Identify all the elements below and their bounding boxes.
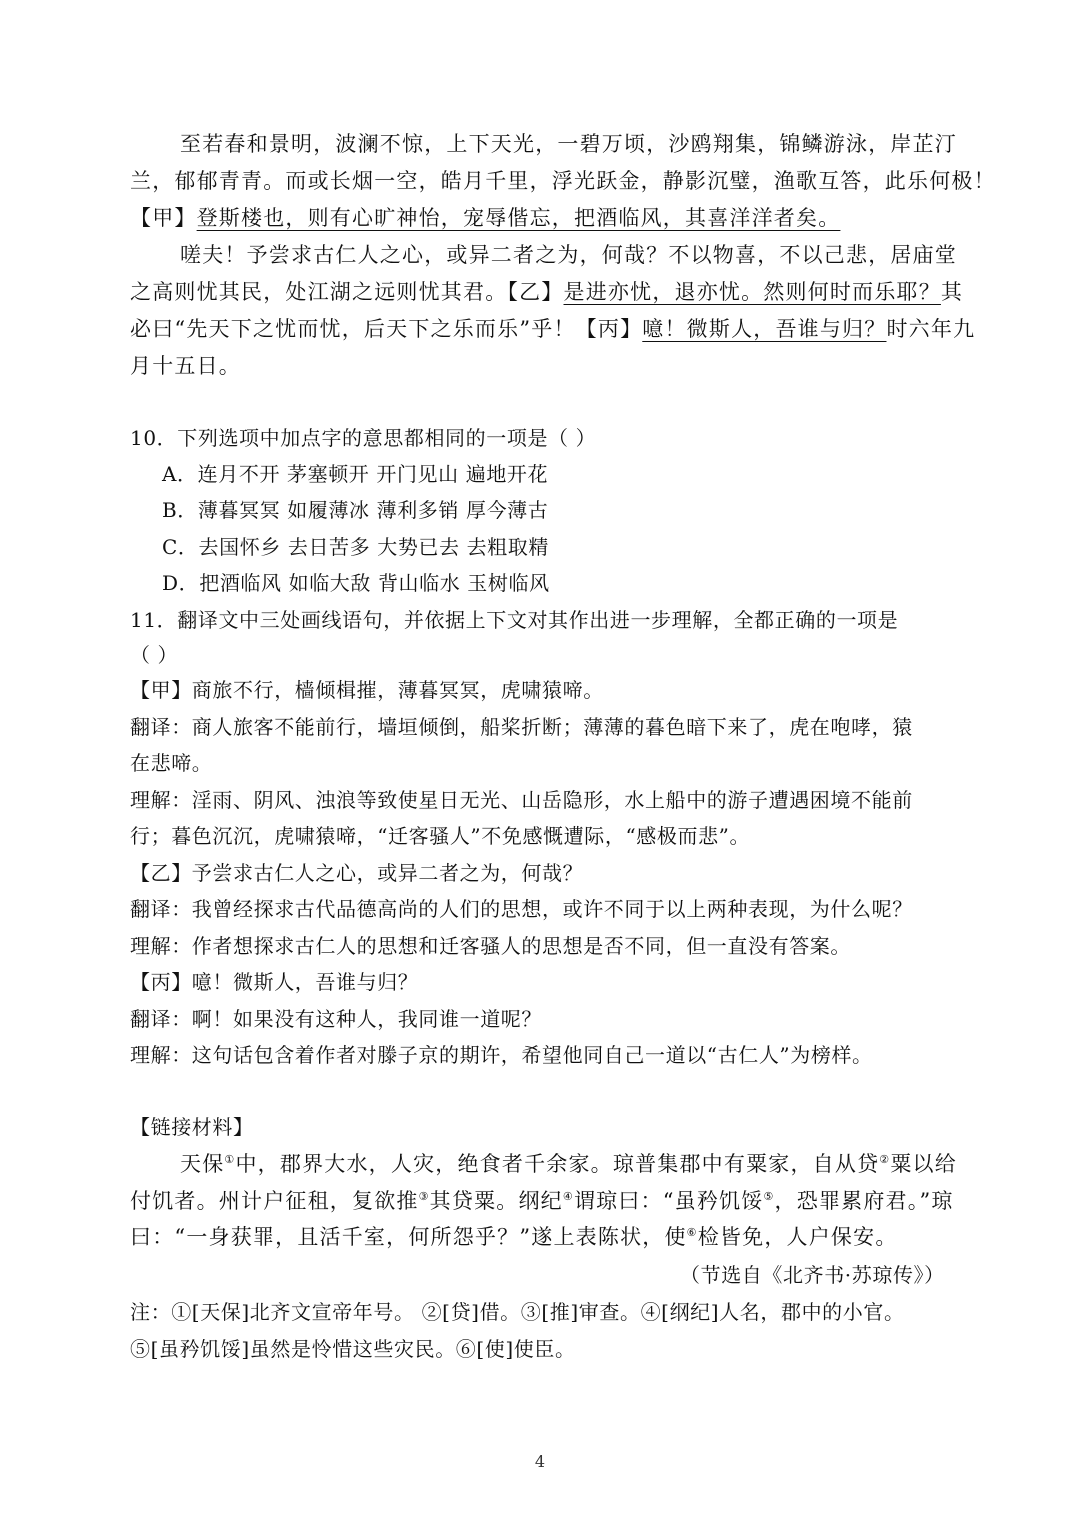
understanding-yi: 理解：作者想探求古仁人的思想和迁客骚人的思想是否不同，但一直没有答案。 — [130, 934, 851, 958]
link-text: 中，郡界大水，人灾，绝食者千余家。琼普集郡中有粟家，自从贷 — [235, 1152, 880, 1176]
link-text: 谓琼曰：“虽矜饥馁 — [573, 1189, 764, 1213]
understanding-jia: 理解：淫雨、阴风、浊浪等致使星日无光、山岳隐形，水上船中的游子遭遇困境不能前 — [130, 788, 913, 812]
footnote-marker: ⑤ — [763, 1190, 775, 1203]
footnote-marker: ① — [224, 1153, 236, 1166]
answer-parentheses: （ ） — [130, 643, 179, 667]
link-material-line — [130, 1183, 954, 1219]
underlined-sentence-yi: 是进亦忧，退亦忧。然则何时而乐耶？ — [563, 280, 941, 304]
question-10-option-b: B．薄暮冥冥 如履薄冰 薄利多销 厚今薄古 — [162, 498, 549, 522]
understanding-bing: 理解：这句话包含着作者对滕子京的期许，希望他同自己一道以“古仁人”为榜样。 — [130, 1043, 873, 1067]
question-10-stem: 10．下列选项中加点字的意思都相同的一项是（ ） — [130, 426, 597, 450]
passage-line — [130, 311, 975, 347]
question-10-option-c: C．去国怀乡 去日苦多 大势已去 去粗取精 — [162, 535, 549, 559]
translation-jia: 翻译：商人旅客不能前行，墙垣倾倒，船桨折断；薄薄的暮色暗下来了，虎在咆哮，猿 — [130, 715, 913, 739]
link-text: 其贷粟。纲纪 — [429, 1189, 563, 1213]
passage-text: 时六年九 — [886, 317, 976, 341]
source-citation: （节选自《北齐书·苏琼传》） — [680, 1263, 945, 1287]
link-text: 曰：“一身获罪，且活千室，何所怨乎？”遂上表陈状，使 — [130, 1225, 687, 1249]
passage-text: 之高则忧其民，处江湖之远则忧其君。 — [130, 280, 508, 304]
footnote-marker: ③ — [418, 1190, 430, 1203]
passage-text: 其 — [940, 280, 964, 304]
tag-yi: 【乙】 — [507, 280, 564, 304]
passage-line: 嗟夫！予尝求古仁人之心，或异二者之为，何哉？不以物喜，不以己悲，居庙堂 — [180, 243, 957, 267]
footnote-marker: ④ — [562, 1190, 574, 1203]
footnotes: 注：①[天保]北齐文宣帝年号。 ②[贷]借。③[推]审查。④[纲纪]人名，郡中的小官。 — [130, 1300, 905, 1324]
page-number: 4 — [534, 1452, 546, 1471]
footnote-marker: ② — [879, 1153, 891, 1166]
translation-yi: 翻译：我曾经探求古代品德高尚的人们的思想，或许不同于以上两种表现，为什么呢？ — [130, 897, 913, 921]
passage-line — [130, 200, 840, 236]
passage-line: 兰，郁郁青青。而或长烟一空，皓月千里，浮光跃金，静影沉璧，渔歌互答，此乐何极！ — [130, 169, 996, 193]
passage-line: 月十五日。 — [130, 354, 241, 378]
link-material-heading: 【链接材料】 — [130, 1115, 254, 1139]
link-text: ，恐罪累府君。”琼 — [774, 1189, 954, 1213]
question-10-option-d: D．把酒临风 如临大敌 背山临水 玉树临风 — [162, 571, 550, 595]
tag-jia: 【甲】 — [130, 206, 197, 230]
tag-bing: 【丙】 — [575, 317, 643, 341]
sentence-bing: 【丙】噫！微斯人，吾谁与归？ — [130, 970, 419, 994]
link-material-line — [130, 1219, 898, 1255]
link-text: 粟以给 — [890, 1152, 957, 1176]
passage-text: 必曰“先天下之忧而忧，后天下之乐而乐”乎！ — [130, 317, 576, 341]
underlined-sentence-jia: 登斯楼也，则有心旷神怡，宠辱偕忘，把酒临风，其喜洋洋者矣。 — [196, 206, 841, 230]
link-material-line — [180, 1146, 957, 1182]
footnote-marker: ⑥ — [686, 1226, 698, 1239]
translation-jia: 在悲啼。 — [130, 751, 213, 775]
passage-line: 至若春和景明，波澜不惊，上下天光，一碧万顷，沙鸥翔集，锦鳞游泳，岸芷汀 — [180, 132, 957, 156]
question-11-stem: 11．翻译文中三处画线语句，并依据上下文对其作出进一步理解，全都正确的一项是 — [130, 608, 899, 632]
understanding-jia: 行；暮色沉沉，虎啸猿啼，“迁客骚人”不免感慨遭际，“感极而悲”。 — [130, 824, 751, 848]
link-text: 付饥者。州计户征租，复欲推 — [130, 1189, 419, 1213]
sentence-yi: 【乙】予尝求古仁人之心，或异二者之为，何哉？ — [130, 861, 584, 885]
passage-line — [130, 274, 963, 310]
link-text: 检皆免，人户保安。 — [697, 1225, 898, 1249]
question-10-option-a: A．连月不开 茅塞顿开 开门见山 遍地开花 — [162, 462, 549, 486]
footnotes: ⑤[虽矜饥馁]虽然是怜惜这些灾民。⑥[使]使臣。 — [130, 1337, 576, 1361]
underlined-sentence-bing: 噫！微斯人，吾谁与归？ — [642, 317, 887, 341]
sentence-jia: 【甲】商旅不行，樯倾楫摧，薄暮冥冥，虎啸猿啼。 — [130, 678, 604, 702]
link-text: 天保 — [180, 1152, 225, 1176]
translation-bing: 翻译：啊！如果没有这种人，我同谁一道呢？ — [130, 1007, 542, 1031]
